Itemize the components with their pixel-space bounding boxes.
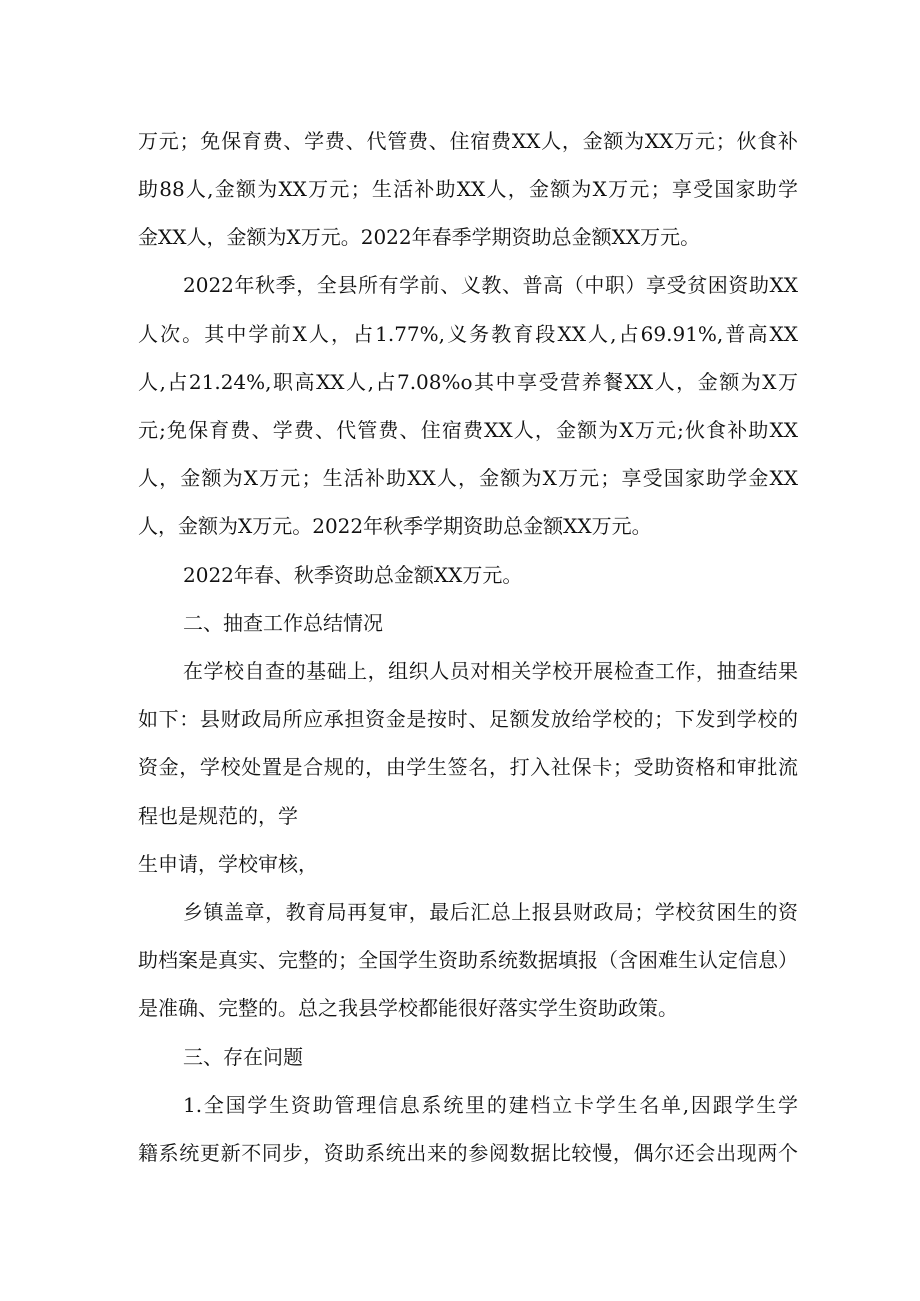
paragraph-line: 万元；免保育费、学费、代管费、住宿费XX人，金额为XX万元；伙食补 <box>138 129 798 153</box>
paragraph-line: 人次。其中学前X人，占1.77%,义务教育段XX人,占69.91%,普高XX <box>138 322 798 346</box>
paragraph-line: 金XX人，金额为X万元。2022年春季学期资助总金额XX万元。 <box>138 225 701 249</box>
paragraph-line: 在学校自查的基础上，组织人员对相关学校开展检查工作，抽查结果 <box>183 659 798 683</box>
paragraph-line: 程也是规范的，学 <box>138 804 298 828</box>
paragraph-line: 如下：县财政局所应承担资金是按时、足额发放给学校的；下发到学校的 <box>138 707 798 731</box>
paragraph-line: 助档案是真实、完整的；全国学生资助系统数据填报（含困难生认定信息） <box>138 948 798 972</box>
paragraph-line: 2022年秋季，全县所有学前、义教、普高（中职）享受贫困资助XX <box>183 273 798 297</box>
paragraph-line: 生申请，学校审核， <box>138 852 318 876</box>
paragraph-line: 2022年春、秋季资助总金额XX万元。 <box>183 563 523 587</box>
paragraph-line: 人，金额为X万元。2022年秋季学期资助总金额XX万元。 <box>138 514 652 538</box>
paragraph-line: 元;免保育费、学费、代管费、住宿费XX人，金额为X万元;伙食补助XX <box>138 418 798 442</box>
section-heading: 三、存在问题 <box>183 1045 303 1069</box>
section-heading: 二、抽查工作总结情况 <box>183 611 383 635</box>
paragraph-line: 助88人,金额为XX万元；生活补助XX人，金额为X万元；享受国家助学 <box>138 177 798 201</box>
paragraph-line: 1.全国学生资助管理信息系统里的建档立卡学生名单,因跟学生学 <box>183 1093 798 1117</box>
paragraph-line: 人，金额为X万元；生活补助XX人，金额为X万元；享受国家助学金XX <box>138 466 798 490</box>
paragraph-line: 乡镇盖章，教育局再复审，最后汇总上报县财政局；学校贫困生的资 <box>183 900 798 924</box>
paragraph-line: 人,占21.24%,职高XX人,占7.08%o其中享受营养餐XX人，金额为X万 <box>138 370 798 394</box>
paragraph-line: 是准确、完整的。总之我县学校都能很好落实学生资助政策。 <box>138 996 678 1020</box>
paragraph-line: 资金，学校处置是合规的，由学生签名，打入社保卡；受助资格和审批流 <box>138 755 798 779</box>
paragraph-line: 籍系统更新不同步，资助系统出来的参阅数据比较慢，偶尔还会出现两个 <box>138 1141 798 1165</box>
